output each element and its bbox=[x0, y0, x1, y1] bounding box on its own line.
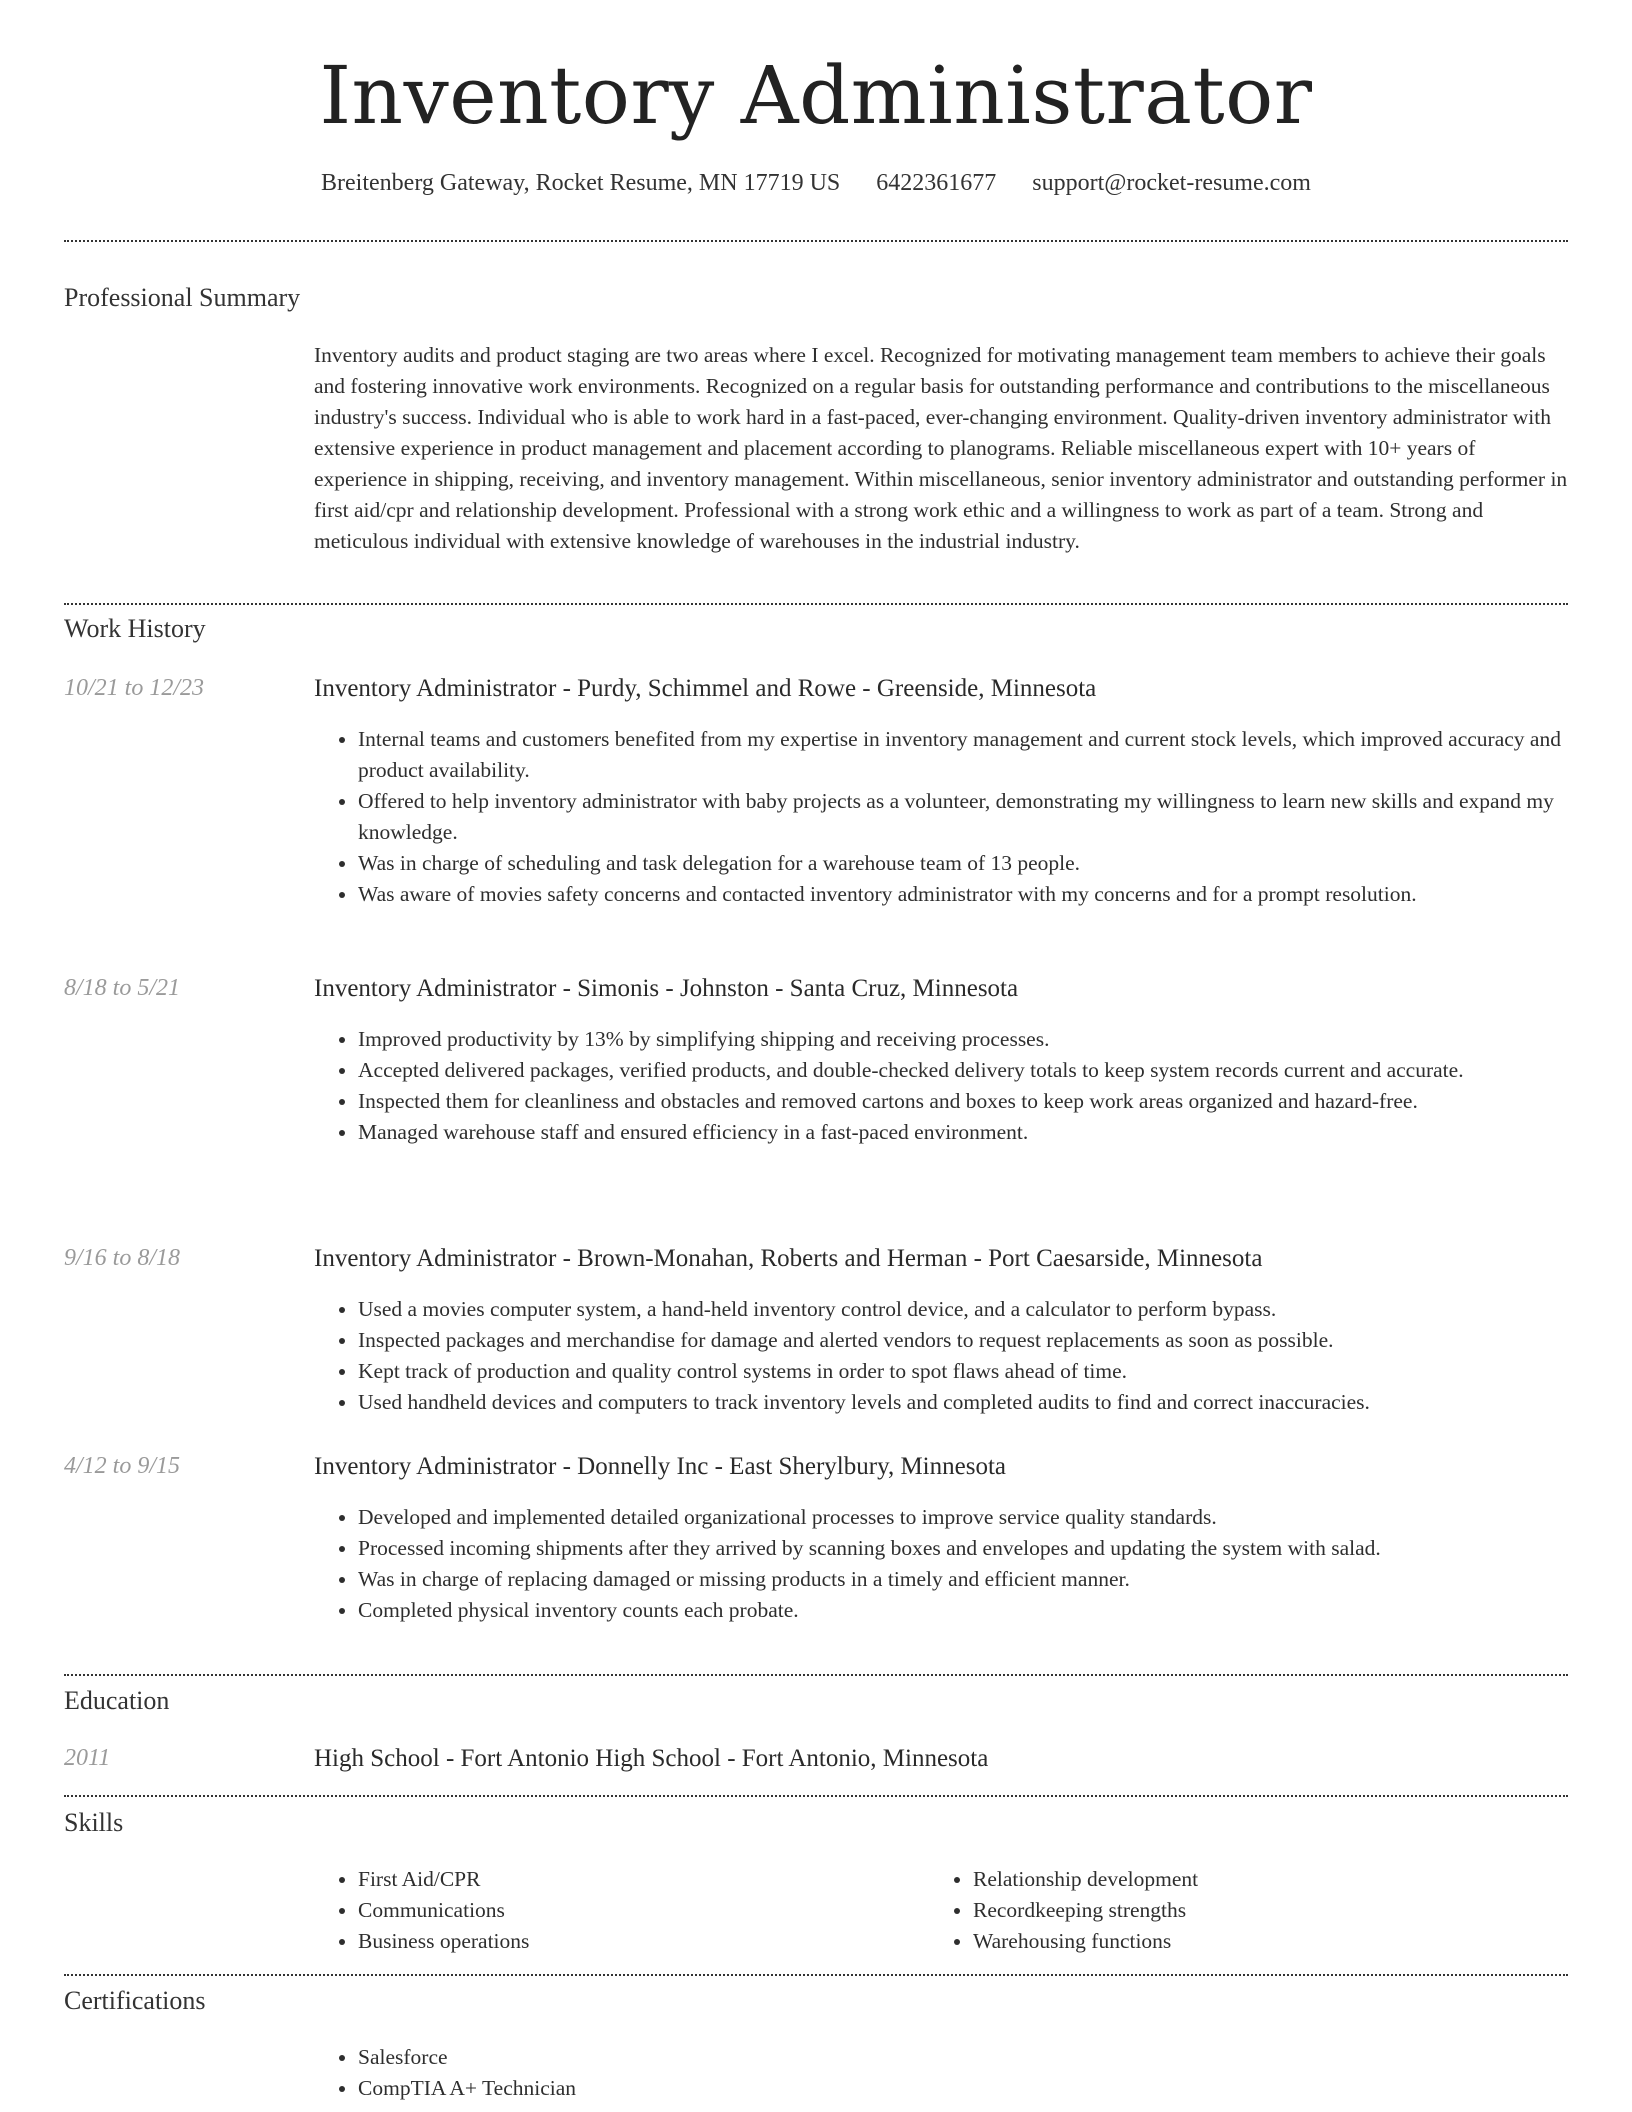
job-bullet: • Was aware of movies safety concerns and contacted inventory administrator with my concerns and for a prompt resolution. bbox=[358, 879, 1568, 910]
job-bullets bbox=[314, 724, 1568, 910]
job-bullet: • Improved productivity by 13% by simplifying shipping and receiving processes. bbox=[358, 1024, 1568, 1055]
job-bullet: • Developed and implemented detailed organizational processes to improve service quality standards. bbox=[358, 1502, 1568, 1533]
skill-item: • Business operations bbox=[358, 1926, 914, 1957]
section-title-skills: Skills bbox=[64, 1808, 124, 1837]
job-bullet: • Processed incoming shipments after they arrived by scanning boxes and envelopes and updating the system with salad. bbox=[358, 1533, 1568, 1564]
divider bbox=[64, 240, 1568, 242]
contact-line bbox=[0, 170, 1632, 197]
job-dates: 8/18 to 5/21 bbox=[64, 975, 181, 1001]
divider bbox=[64, 1795, 1568, 1797]
summary-text: Inventory audits and product staging are two areas where I excel. Recognized for motivating management team members to achieve their goals and fostering innovative work environments. Recognized on a regular basis for outstanding performance and contributions to the miscellaneous industry's success. Individual who is able to work hard in a fast-paced, ever-changing environment. Quality-driven inventory administrator with extensive experience in product management and placement according to planograms. Reliable miscellaneous expert with 10+ years of experience in shipping, receiving, and inventory management. Within miscellaneous, senior inventory administrator and outstanding performer in first aid/cpr and relationship development. Professional with a strong work ethic and a willingness to work as part of a team. Strong and meticulous individual with extensive knowledge of warehouses in the industrial industry. bbox=[314, 343, 1568, 553]
skill-item: • Warehousing functions bbox=[973, 1926, 1529, 1957]
section-title-education: Education bbox=[64, 1686, 170, 1715]
certification-item: • CompTIA A+ Technician bbox=[358, 2073, 1568, 2104]
skills-list-right bbox=[929, 1864, 1529, 1957]
contact-email: support@rocket-resume.com bbox=[1032, 170, 1311, 196]
skill-item: • Communications bbox=[358, 1895, 914, 1926]
job-bullet: • Was in charge of scheduling and task delegation for a warehouse team of 13 people. bbox=[358, 848, 1568, 879]
resume-name: Inventory Administrator bbox=[319, 49, 1313, 142]
job-title: Inventory Administrator - Brown-Monahan, Roberts and Herman - Port Caesarside, Minnesota bbox=[314, 1245, 1263, 1272]
job-dates: 9/16 to 8/18 bbox=[64, 1245, 181, 1271]
skills-list-left bbox=[314, 1864, 914, 1957]
job-dates: 4/12 to 9/15 bbox=[64, 1453, 181, 1479]
divider bbox=[64, 1974, 1568, 1976]
job-bullet: • Inspected them for cleanliness and obstacles and removed cartons and boxes to keep work areas organized and hazard-free. bbox=[358, 1086, 1568, 1117]
job-bullets bbox=[314, 1294, 1568, 1418]
contact-address: Breitenberg Gateway, Rocket Resume, MN 17719 US bbox=[321, 170, 841, 196]
job-bullet: • Kept track of production and quality control systems in order to spot flaws ahead of time. bbox=[358, 1356, 1568, 1387]
skill-item: • Relationship development bbox=[973, 1864, 1529, 1895]
job-bullet: • Offered to help inventory administrator with baby projects as a volunteer, demonstrating my willingness to learn new skills and expand my knowledge. bbox=[358, 786, 1568, 848]
job-bullet: • Used a movies computer system, a hand-held inventory control device, and a calculator to perform bypass. bbox=[358, 1294, 1568, 1325]
divider bbox=[64, 603, 1568, 605]
certification-item: • Salesforce bbox=[358, 2042, 1568, 2073]
job-dates: 10/21 to 12/23 bbox=[64, 675, 205, 701]
job-title: Inventory Administrator - Simonis - Johnston - Santa Cruz, Minnesota bbox=[314, 975, 1019, 1002]
job-bullet: • Accepted delivered packages, verified products, and double-checked delivery totals to keep system records current and accurate. bbox=[358, 1055, 1568, 1086]
section-title-work-history: Work History bbox=[64, 614, 206, 643]
education-year: 2011 bbox=[64, 1745, 111, 1771]
education-entry: High School - Fort Antonio High School - Fort Antonio, Minnesota bbox=[314, 1745, 989, 1772]
skill-item: • First Aid/CPR bbox=[358, 1864, 914, 1895]
section-title-summary: Professional Summary bbox=[64, 283, 301, 312]
contact-phone: 6422361677 bbox=[876, 170, 997, 196]
job-title: Inventory Administrator - Donnelly Inc - East Sherylbury, Minnesota bbox=[314, 1453, 1006, 1480]
job-bullet: • Completed physical inventory counts each probate. bbox=[358, 1595, 1568, 1626]
certifications-list bbox=[314, 2042, 1568, 2104]
job-title: Inventory Administrator - Purdy, Schimmel and Rowe - Greenside, Minnesota bbox=[314, 675, 1097, 702]
job-bullet: • Used handheld devices and computers to track inventory levels and completed audits to find and correct inaccuracies. bbox=[358, 1387, 1568, 1418]
job-bullets bbox=[314, 1024, 1568, 1148]
skill-item: • Recordkeeping strengths bbox=[973, 1895, 1529, 1926]
job-bullets bbox=[314, 1502, 1568, 1626]
job-bullet: • Was in charge of replacing damaged or missing products in a timely and efficient manner. bbox=[358, 1564, 1568, 1595]
section-title-certifications: Certifications bbox=[64, 1986, 206, 2015]
job-bullet: • Managed warehouse staff and ensured efficiency in a fast-paced environment. bbox=[358, 1117, 1568, 1148]
job-bullet: • Internal teams and customers benefited from my expertise in inventory management and current stock levels, which improved accuracy and product availability. bbox=[358, 724, 1568, 786]
divider bbox=[64, 1674, 1568, 1676]
job-bullet: • Inspected packages and merchandise for damage and alerted vendors to request replacements as soon as possible. bbox=[358, 1325, 1568, 1356]
